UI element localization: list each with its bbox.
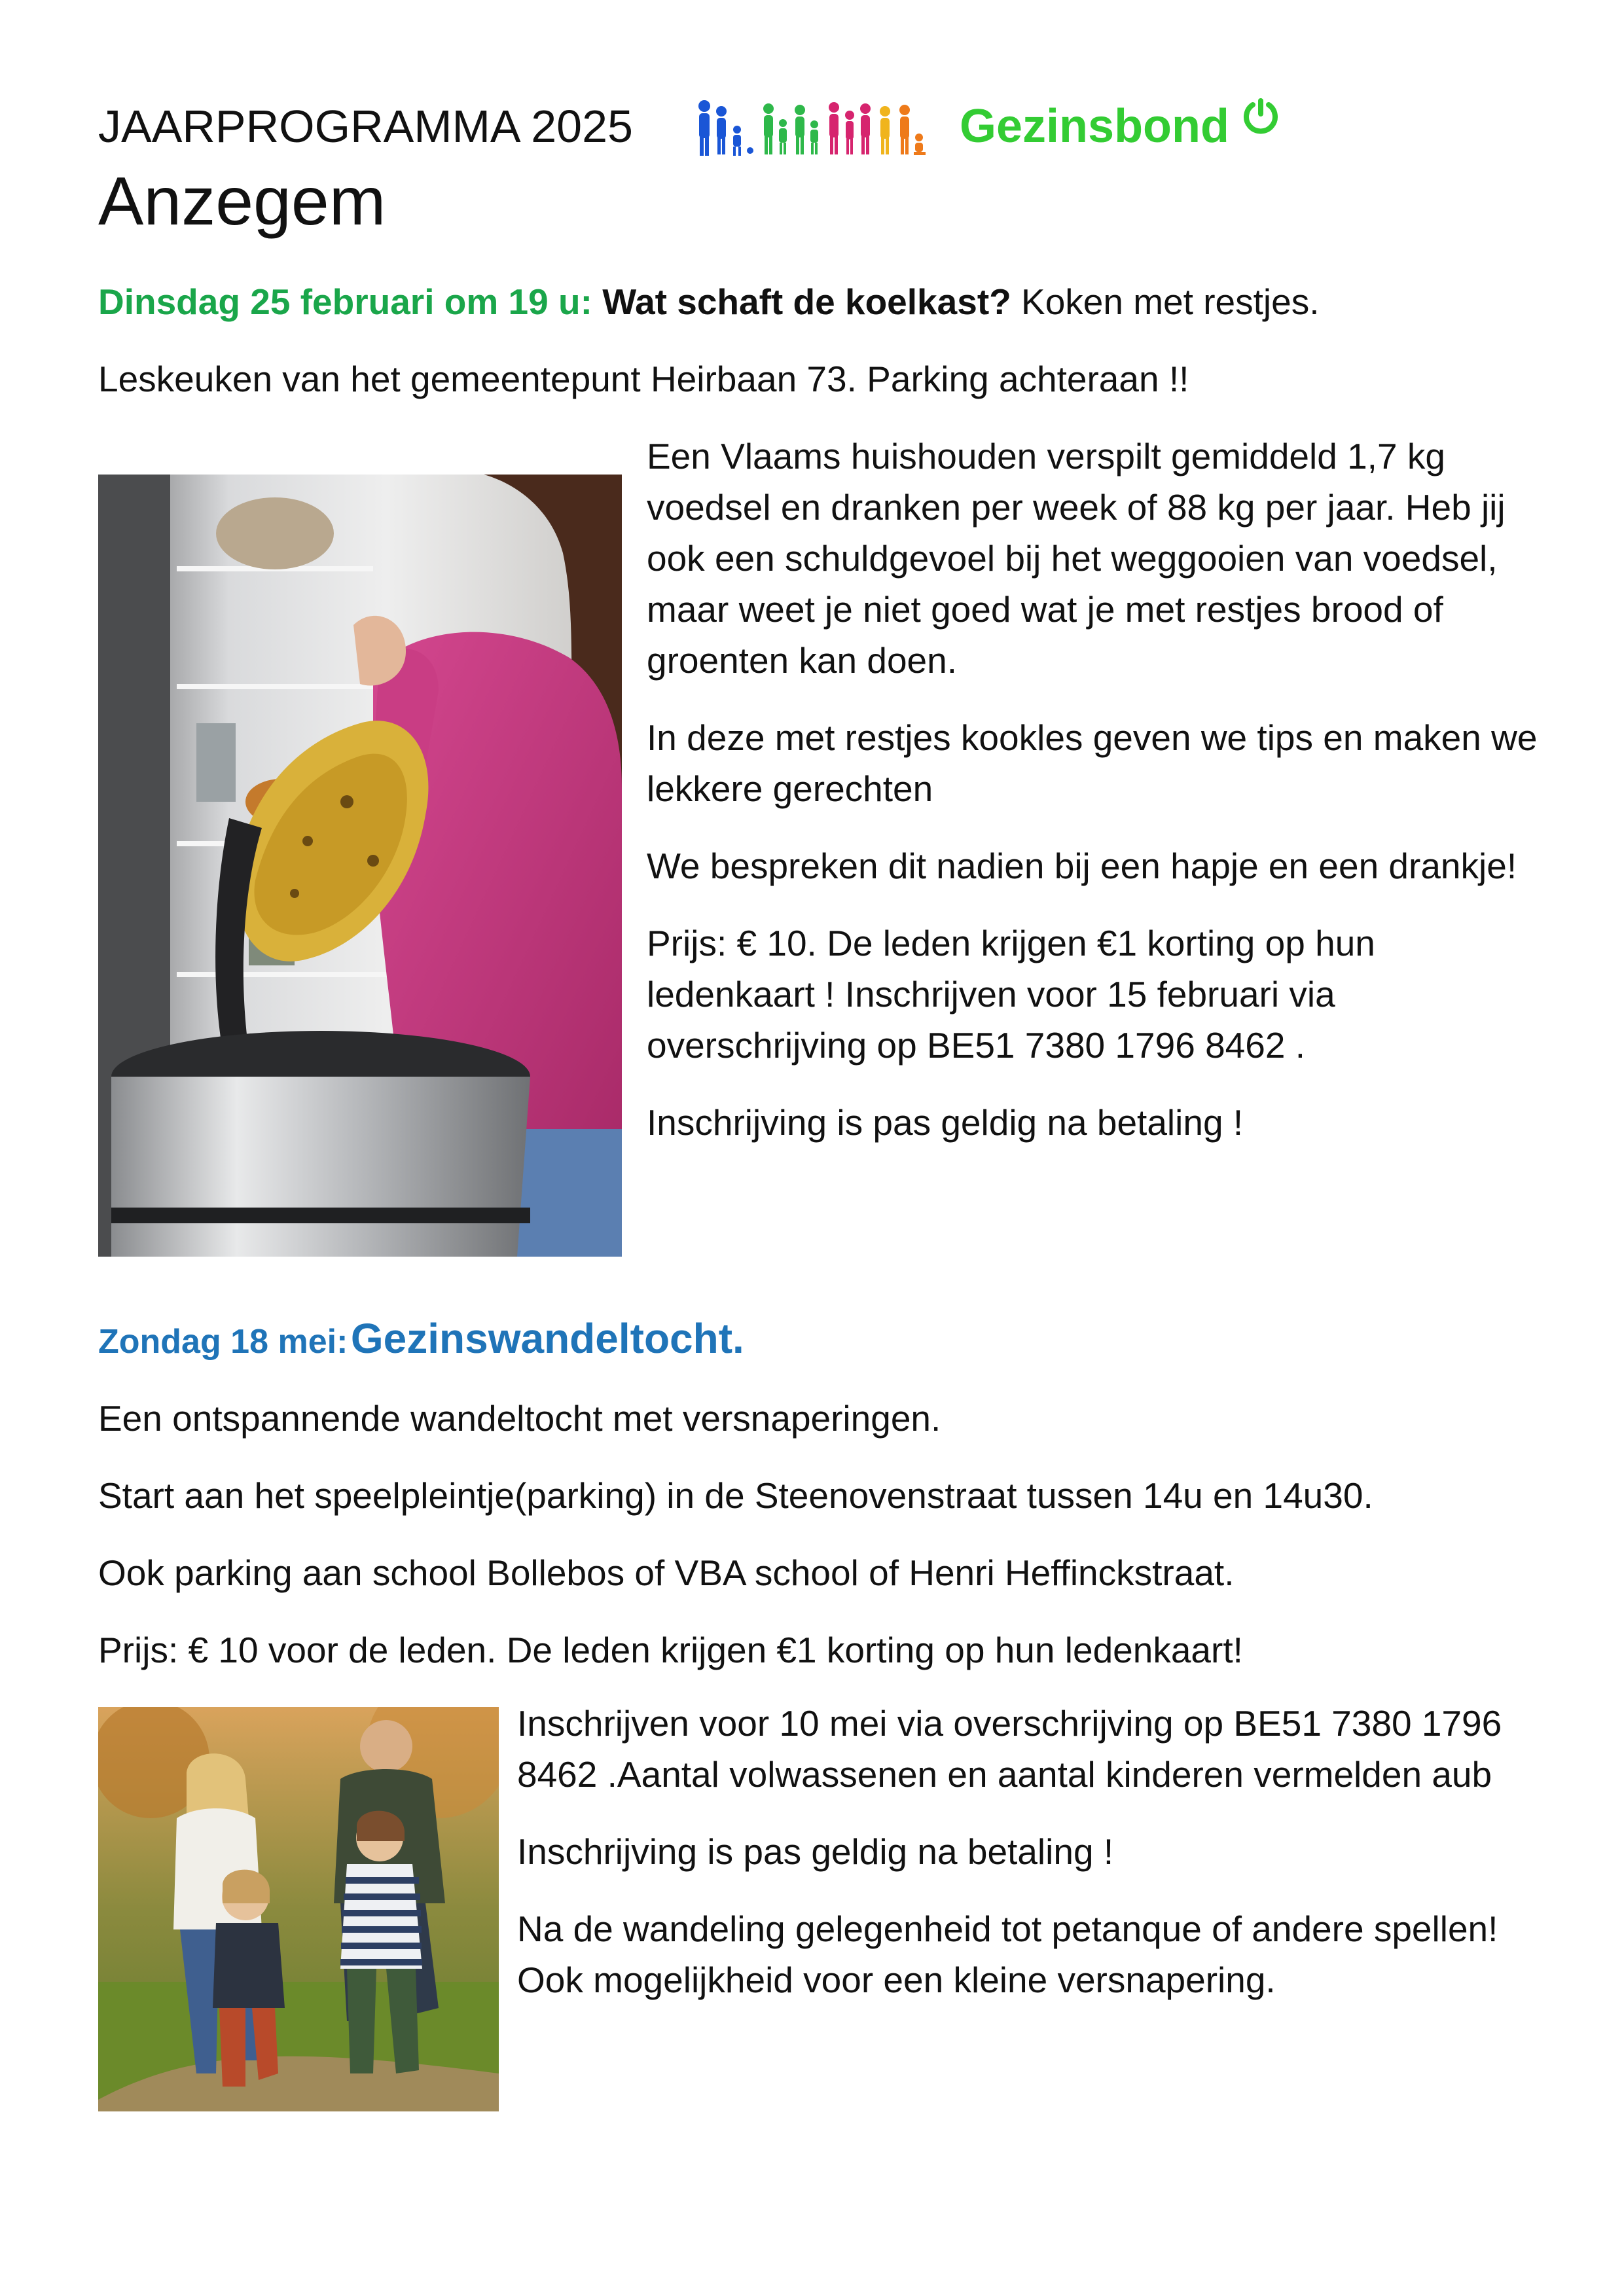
event2-line: Start aan het speelpleintje(parking) in de Steenovenstraat tussen 14u en 14u30. bbox=[98, 1475, 1373, 1516]
event1-venue: Leskeuken van het gemeentepunt Heirbaan 73. Parking achteraan !! bbox=[98, 359, 1189, 399]
event1-subtitle: Koken met restjes. bbox=[1021, 281, 1320, 322]
location-heading: Anzegem bbox=[98, 164, 386, 240]
event2-paragraph: Inschrijven voor 10 mei via overschrijving op BE51 7380 1796 8462 .Aantal volwassenen en aantal kinderen vermelden aub bbox=[517, 1703, 1502, 1795]
event1-date: Dinsdag 25 februari om 19 u: bbox=[98, 281, 592, 322]
event1-paragraph: Een Vlaams huishouden verspilt gemiddeld 1,7 kg voedsel en dranken per week of 88 kg per jaar. Heb jij ook een schuldgevoel bij het weggooien van voedsel, maar weet je niet goed wat je met restjes brood of groenten kan doen. bbox=[647, 436, 1506, 681]
event2-line: Ook parking aan school Bollebos of VBA school of Henri Heffinckstraat. bbox=[98, 1552, 1235, 1593]
power-symbol-icon bbox=[1241, 96, 1280, 135]
event2-title: Gezinswandeltocht. bbox=[350, 1315, 744, 1362]
brand-name: Gezinsbond bbox=[960, 100, 1229, 152]
event2-paragraph: Na de wandeling gelegenheid tot petanque of andere spellen! Ook mogelijkheid voor een kleine versnapering. bbox=[517, 1909, 1498, 2000]
photo-woman-throwing-bananas bbox=[98, 475, 622, 1257]
event1-title: Wat schaft de koelkast? bbox=[602, 281, 1011, 322]
photo-family-walking bbox=[98, 1707, 499, 2111]
event2-line: Prijs: € 10 voor de leden. De leden krijgen €1 korting op hun ledenkaart! bbox=[98, 1630, 1243, 1670]
page-title: JAARPROGRAMMA 2025 bbox=[98, 101, 633, 152]
event1-paragraph: We bespreken dit nadien bij een hapje en een drankje! bbox=[647, 846, 1517, 886]
event1-heading bbox=[98, 276, 1319, 327]
event2-heading bbox=[98, 1309, 744, 1380]
event2-description bbox=[517, 1698, 1538, 2032]
event2-paragraph: Inschrijving is pas geldig na betaling ! bbox=[517, 1831, 1114, 1872]
event1-paragraph: Inschrijving is pas geldig na betaling ! bbox=[647, 1102, 1244, 1143]
event1-paragraph: In deze met restjes kookles geven we tips en maken we lekkere gerechten bbox=[647, 717, 1538, 809]
family-figures-icon bbox=[685, 92, 947, 164]
event1-description bbox=[647, 431, 1550, 1174]
event2-date: Zondag 18 mei: bbox=[98, 1323, 348, 1361]
event1-paragraph: Prijs: € 10. De leden krijgen €1 korting op hun ledenkaart ! Inschrijven voor 15 februari via overschrijving op BE51 7380 1796 8462 . bbox=[647, 923, 1375, 1066]
event2-line: Een ontspannende wandeltocht met versnaperingen. bbox=[98, 1398, 941, 1439]
